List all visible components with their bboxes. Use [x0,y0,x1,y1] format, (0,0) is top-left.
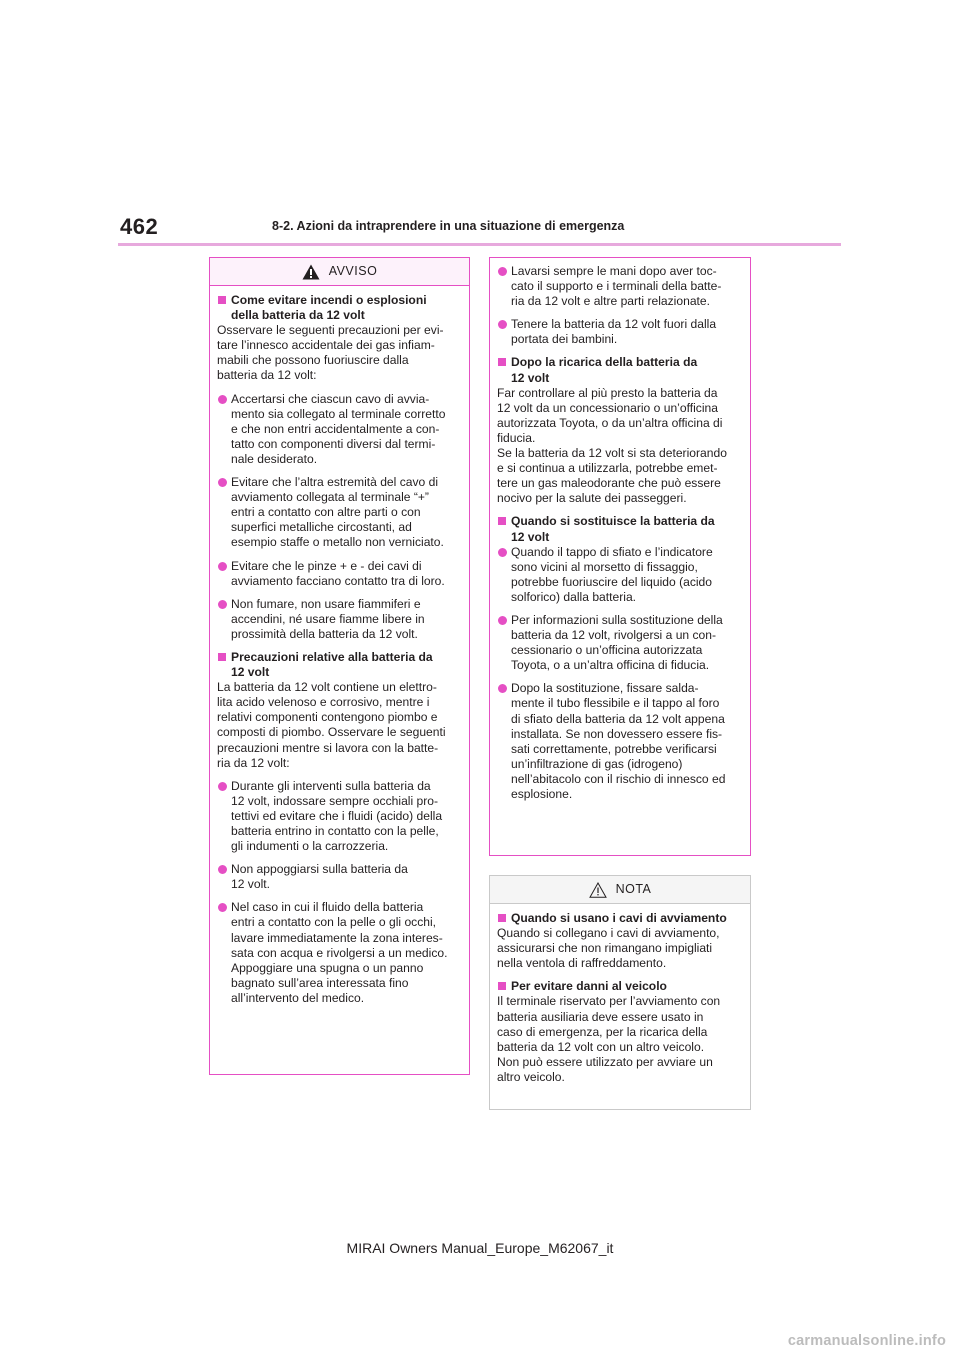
subheading: Come evitare incendi o esplosioni della batteria da 12 volt [217,293,460,323]
bullet-icon [498,267,507,276]
note-box [489,875,751,1110]
subheading: Quando si usano i cavi di avviamento [497,911,741,926]
subheading: Per evitare danni al veicolo [497,979,741,994]
bullet-icon [218,478,227,487]
warning-box-header [210,258,469,286]
list-item: Nel caso in cui il fluido della batteria entri a contatto con la pelle o gli occhi, lavare immediatamente la zona interes- sata con acqua e rivolgersi a un medico. Appoggiare una spugna o un panno bagnato sull’area interessata fino all’intervento del medico. [217,900,460,1006]
bullet-icon [218,562,227,571]
caution-triangle-outline-icon [589,882,607,898]
subheading: Quando si sostituisce la batteria da 12 volt [497,514,741,544]
paragraph: Osservare le seguenti precauzioni per evi- tare l’innesco accidentale dei gas infiam- mabili che possono fuoriuscire dalla batteria da 12 volt: [217,323,444,383]
watermark: carmanualsonline.info [787,1333,946,1349]
bullet-icon [498,320,507,329]
note-box-title: NOTA [615,881,652,896]
list-item: Evitare che l’altra estremità del cavo di avviamento collegata al terminale “+” entri a contatto con altre parti o con superfici metalliche circostanti, ad esempio staffe o metallo non verniciato. [217,475,460,550]
square-bullet-icon [218,653,226,661]
paragraph: Quando si collegano i cavi di avviamento, assicurarsi che non rimangano impigliati nella ventola di raffreddamento. [497,926,720,971]
header-rule [118,243,841,246]
bullet-icon [218,395,227,404]
list-item: Durante gli interventi sulla batteria da 12 volt, indossare sempre occhiali pro- tettivi ed evitare che i fluidi (acido) della batteria entrino in contatto con la pelle, gli indumenti o la carrozzeria. [217,779,460,854]
square-bullet-icon [498,358,506,366]
list-item: Non appoggiarsi sulla batteria da 12 volt. [217,862,460,892]
list-item: Per informazioni sulla sostituzione della batteria da 12 volt, rivolgersi a un con- cessionario o un’officina autorizzata Toyota, o a un’altra officina di fiducia. [497,613,741,673]
warning-box-continued [489,257,751,856]
bullet-icon [218,600,227,609]
footer-manual-name: MIRAI Owners Manual_Europe_M62067_it [346,1240,614,1256]
subheading: Dopo la ricarica della batteria da 12 volt [497,355,741,385]
bullet-icon [218,865,227,874]
bullet-icon [218,903,227,912]
list-item: Quando il tappo di sfiato e l’indicatore sono vicini al morsetto di fissaggio, potrebbe fuoriuscire del liquido (acido solforico) dalla batteria. [497,545,741,605]
page-number: 462 [120,214,159,239]
warning-box [209,257,470,1075]
paragraph: La batteria da 12 volt contiene un elettro- lita acido velenoso e corrosivo, mentre i relativi componenti contengono piombo e composti di piombo. Osservare le seguenti precauzioni mentre si lavora con la batte- ria da 12 volt: [217,680,446,770]
list-item: Evitare che le pinze + e - dei cavi di avviamento facciano contatto tra di loro. [217,559,460,589]
bullet-icon [498,548,507,557]
square-bullet-icon [498,517,506,525]
square-bullet-icon [218,296,226,304]
section-title: 8-2. Azioni da intraprendere in una situazione di emergenza [272,219,625,233]
warning-triangle-icon [302,264,320,280]
note-box-header [490,876,750,904]
paragraph: Far controllare al più presto la batteria da 12 volt da un concessionario o un’officina autorizzata Toyota, o da un’altra officina di fiducia. Se la batteria da 12 volt si sta deteriorando e si continua a utilizzarla, potrebbe emet- tere un gas maleodorante che può essere nocivo per la salute dei passeggeri. [497,385,727,506]
bullet-icon [498,616,507,625]
square-bullet-icon [498,982,506,990]
paragraph: Il terminale riservato per l’avviamento con batteria ausiliaria deve essere usato in caso di emergenza, per la ricarica della batteria da 12 volt con un altro veicolo. Non può essere utilizzato per avviare un altro veicolo. [497,994,721,1084]
warning-box-title: AVVISO [328,263,378,278]
subheading: Precauzioni relative alla batteria da 12 volt [217,650,460,680]
list-item: Accertarsi che ciascun cavo di avvia- mento sia collegato al terminale corretto e che non entri accidentalmente a con- tatto con componenti diversi dal termi- nale desiderato. [217,392,460,467]
list-item: Lavarsi sempre le mani dopo aver toc- cato il supporto e i terminali della batte- ria da 12 volt e altre parti relazionate. [497,264,741,309]
list-item: Dopo la sostituzione, fissare salda- mente il tubo flessibile e il tappo al foro di sfiato della batteria da 12 volt appena installata. Se non dovessero essere fis- sati correttamente, potrebbe verificarsi un’infiltrazione di gas (idrogeno) nell’abitacolo con il rischio di innesco ed esplosione. [497,681,741,802]
bullet-icon [218,782,227,791]
list-item: Tenere la batteria da 12 volt fuori dalla portata dei bambini. [497,317,741,347]
square-bullet-icon [498,914,506,922]
bullet-icon [498,684,507,693]
list-item: Non fumare, non usare fiammiferi e accendini, né usare fiamme libere in prossimità della batteria da 12 volt. [217,597,460,642]
